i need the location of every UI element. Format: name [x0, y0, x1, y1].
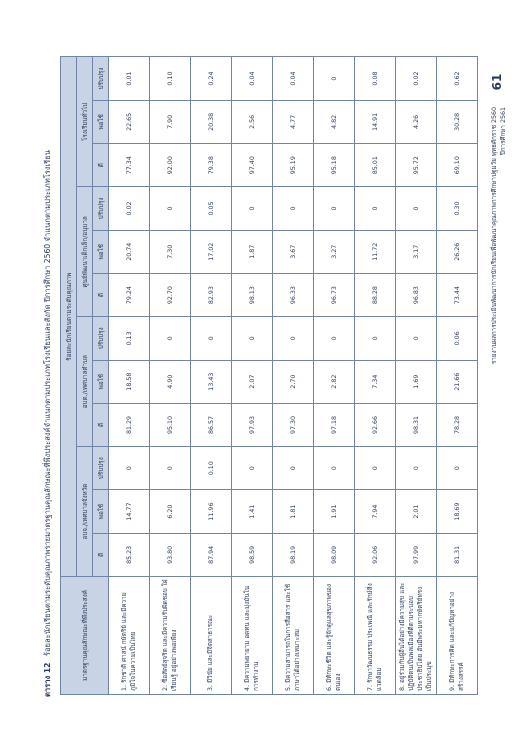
- value-cell: 86.57: [191, 403, 232, 446]
- subcolumn-header: พอใช้: [93, 230, 109, 273]
- column-header: อบต./เทศบาลตำบล: [77, 317, 93, 447]
- value-cell: 87.94: [191, 533, 232, 576]
- value-cell: 0.04: [273, 57, 314, 100]
- value-cell: 81.31: [437, 533, 478, 576]
- value-cell: 3.17: [396, 230, 437, 273]
- value-cell: 11.96: [191, 490, 232, 533]
- value-cell: 0.10: [150, 57, 191, 100]
- value-cell: 2.82: [314, 360, 355, 403]
- value-cell: 0: [273, 317, 314, 360]
- column-header: อบจ./เทศบาลจังหวัด: [77, 447, 93, 577]
- value-cell: 82.93: [191, 273, 232, 316]
- value-cell: 11.72: [355, 230, 396, 273]
- value-cell: 0.05: [191, 187, 232, 230]
- value-cell: 92.66: [355, 403, 396, 446]
- row-label: 4. มีความพยายาม อดทน และมุ่งมั่นในการทำงาน: [232, 577, 273, 695]
- value-cell: 0: [314, 187, 355, 230]
- value-cell: 30.28: [437, 100, 478, 143]
- table-row: [232, 57, 273, 695]
- value-cell: 69.10: [437, 144, 478, 187]
- value-cell: 0: [314, 317, 355, 360]
- value-cell: 7.90: [150, 100, 191, 143]
- group-header: ร้อยละนักเรียนตามระดับคุณภาพ: [61, 57, 77, 577]
- row-label: 3. มีวินัย และมีจิตสาธารณะ: [191, 577, 232, 695]
- value-cell: 92.06: [355, 533, 396, 576]
- value-cell: 0.24: [191, 57, 232, 100]
- subcolumn-header: ดี: [93, 273, 109, 316]
- row-label: 6. มีทักษะชีวิต และรู้จักดูแลสุขภาพของตนเอง: [314, 577, 355, 695]
- value-cell: 98.09: [314, 533, 355, 576]
- value-cell: 88.28: [355, 273, 396, 316]
- value-cell: 92.70: [150, 273, 191, 316]
- value-cell: 4.90: [150, 360, 191, 403]
- value-cell: 1.87: [232, 230, 273, 273]
- value-cell: 7.34: [355, 360, 396, 403]
- value-cell: 2.56: [232, 100, 273, 143]
- value-cell: 85.23: [109, 533, 150, 576]
- row-label: 9. มีทักษะการคิด และแก้ปัญหาอย่างสร้างสรรค์: [437, 577, 478, 695]
- value-cell: 7.30: [150, 230, 191, 273]
- value-cell: 95.72: [396, 144, 437, 187]
- value-cell: 4.77: [273, 100, 314, 143]
- column-header: โรงเรียนทั่วไป: [77, 57, 93, 187]
- value-cell: 26.26: [437, 230, 478, 273]
- page-number: 61: [490, 73, 504, 91]
- value-cell: 20.38: [191, 100, 232, 143]
- value-cell: 0: [396, 317, 437, 360]
- value-cell: 95.10: [150, 403, 191, 446]
- value-cell: 78.28: [437, 403, 478, 446]
- subcolumn-header: ดี: [93, 533, 109, 576]
- value-cell: 0.08: [355, 57, 396, 100]
- value-cell: 96.73: [314, 273, 355, 316]
- value-cell: 0.30: [437, 187, 478, 230]
- value-cell: 1.41: [232, 490, 273, 533]
- caption-text: ร้อยละนักเรียนตามระดับคุณภาพรายมาตรฐานคุณลักษณะที่พึงประสงค์จำแนกตามประเภทโรงเรียนและสังกัด ปีการศึกษา 2560 จำแนกตามประเภทโรงเรียน: [43, 150, 52, 657]
- value-cell: 14.77: [109, 490, 150, 533]
- table-row: [437, 57, 478, 695]
- subcolumn-header: ดี: [93, 144, 109, 187]
- value-cell: 0: [355, 317, 396, 360]
- column-header: ศูนย์พัฒนาเด็กเล็ก/อนุบาล: [77, 187, 93, 317]
- value-cell: 18.69: [437, 490, 478, 533]
- value-cell: 0: [396, 447, 437, 490]
- value-cell: 0.10: [191, 447, 232, 490]
- value-cell: 4.26: [396, 100, 437, 143]
- table-row: [109, 57, 150, 695]
- value-cell: 0: [314, 57, 355, 100]
- value-cell: 0: [273, 187, 314, 230]
- value-cell: 98.13: [232, 273, 273, 316]
- subcolumn-header: พอใช้: [93, 490, 109, 533]
- value-cell: 0.01: [109, 57, 150, 100]
- value-cell: 0: [150, 317, 191, 360]
- value-cell: 92.00: [150, 144, 191, 187]
- value-cell: 97.93: [232, 403, 273, 446]
- value-cell: 0: [232, 317, 273, 360]
- value-cell: 97.99: [396, 533, 437, 576]
- value-cell: 73.44: [437, 273, 478, 316]
- value-cell: 96.33: [273, 273, 314, 316]
- subcolumn-header: ดี: [93, 403, 109, 446]
- value-cell: 2.70: [273, 360, 314, 403]
- value-cell: 77.34: [109, 144, 150, 187]
- table-row: [191, 57, 232, 695]
- table-row: [150, 57, 191, 695]
- table-row: [273, 57, 314, 695]
- value-cell: 7.94: [355, 490, 396, 533]
- row-label: 5. มีความสามารถในการสื่อสาร และใช้ภาษาได้อย่างเหมาะสม: [273, 577, 314, 695]
- caption-label: ตาราง 12: [43, 662, 52, 697]
- value-cell: 0: [150, 187, 191, 230]
- table-row: [396, 57, 437, 695]
- value-cell: 18.58: [109, 360, 150, 403]
- value-cell: 97.18: [314, 403, 355, 446]
- value-cell: 1.69: [396, 360, 437, 403]
- value-cell: 93.80: [150, 533, 191, 576]
- row-header: มาตรฐานคุณลักษณะที่พึงประสงค์: [61, 577, 109, 695]
- table-caption: [42, 37, 54, 697]
- value-cell: 0: [273, 447, 314, 490]
- value-cell: 0: [109, 447, 150, 490]
- value-cell: 17.02: [191, 230, 232, 273]
- value-cell: 20.74: [109, 230, 150, 273]
- value-cell: 79.24: [109, 273, 150, 316]
- value-cell: 0: [396, 187, 437, 230]
- value-cell: 4.82: [314, 100, 355, 143]
- value-cell: 3.67: [273, 230, 314, 273]
- value-cell: 98.19: [273, 533, 314, 576]
- value-cell: 0.13: [109, 317, 150, 360]
- subcolumn-header: ปรับปรุง: [93, 447, 109, 490]
- value-cell: 0: [232, 187, 273, 230]
- value-cell: 13.43: [191, 360, 232, 403]
- subcolumn-header: พอใช้: [93, 360, 109, 403]
- value-cell: 97.40: [232, 144, 273, 187]
- row-label: 2. ซื่อสัตย์สุจริต และมีความรับผิดชอบ ใฝ่เรียนรู้ อยู่อย่างพอเพียง: [150, 577, 191, 695]
- value-cell: 95.18: [314, 144, 355, 187]
- table-row: [355, 57, 396, 695]
- row-label: 8. อยู่ร่วมกับผู้อื่นได้อย่างมีความสุข และปฏิบัติตนเป็นพลเมืองที่ดีตามระบอบประชาธิปไตย อันมีพระมหากษัตริย์ทรงเป็นประมุข: [396, 577, 437, 695]
- value-cell: 95.19: [273, 144, 314, 187]
- value-cell: 0.04: [232, 57, 273, 100]
- value-cell: 96.83: [396, 273, 437, 316]
- value-cell: 97.30: [273, 403, 314, 446]
- value-cell: 0: [314, 447, 355, 490]
- subcolumn-header: พอใช้: [93, 100, 109, 143]
- value-cell: 22.65: [109, 100, 150, 143]
- value-cell: 98.59: [232, 533, 273, 576]
- value-cell: 14.91: [355, 100, 396, 143]
- value-cell: 0: [437, 447, 478, 490]
- page-footer: [490, 107, 509, 707]
- row-label: 1. รักชาติ ศาสน์ กษัตริย์ และมีความภูมิใจในความเป็นไทย: [109, 577, 150, 695]
- value-cell: 0: [232, 447, 273, 490]
- row-label: 7. รักษาวัฒนธรรม ประเพณี และรักษ์สิ่งแวดล้อม: [355, 577, 396, 695]
- value-cell: 0.02: [109, 187, 150, 230]
- value-cell: 3.27: [314, 230, 355, 273]
- value-cell: 0: [355, 447, 396, 490]
- value-cell: 0.62: [437, 57, 478, 100]
- value-cell: 6.20: [150, 490, 191, 533]
- value-cell: 1.91: [314, 490, 355, 533]
- table-row: [314, 57, 355, 695]
- value-cell: 21.66: [437, 360, 478, 403]
- subcolumn-header: ปรับปรุง: [93, 317, 109, 360]
- footer-line-2: ปีการศึกษา 2561: [500, 107, 508, 156]
- value-cell: 0: [191, 317, 232, 360]
- table-body: [109, 57, 478, 695]
- quality-table: [60, 56, 478, 695]
- value-cell: 85.01: [355, 144, 396, 187]
- value-cell: 0: [150, 447, 191, 490]
- value-cell: 79.38: [191, 144, 232, 187]
- value-cell: 0: [355, 187, 396, 230]
- subcolumn-header: ปรับปรุง: [93, 187, 109, 230]
- value-cell: 81.29: [109, 403, 150, 446]
- value-cell: 2.07: [232, 360, 273, 403]
- footer-line-1: รายงานผลการประเมินพัฒนาการนักเรียนเพื่อพัฒนาคุณภาพการศึกษาปฐมวัย พุทธศักราช 2560: [491, 107, 498, 365]
- value-cell: 0.06: [437, 317, 478, 360]
- value-cell: 98.31: [396, 403, 437, 446]
- subcolumn-header: ปรับปรุง: [93, 57, 109, 100]
- value-cell: 1.81: [273, 490, 314, 533]
- value-cell: 2.01: [396, 490, 437, 533]
- value-cell: 0.02: [396, 57, 437, 100]
